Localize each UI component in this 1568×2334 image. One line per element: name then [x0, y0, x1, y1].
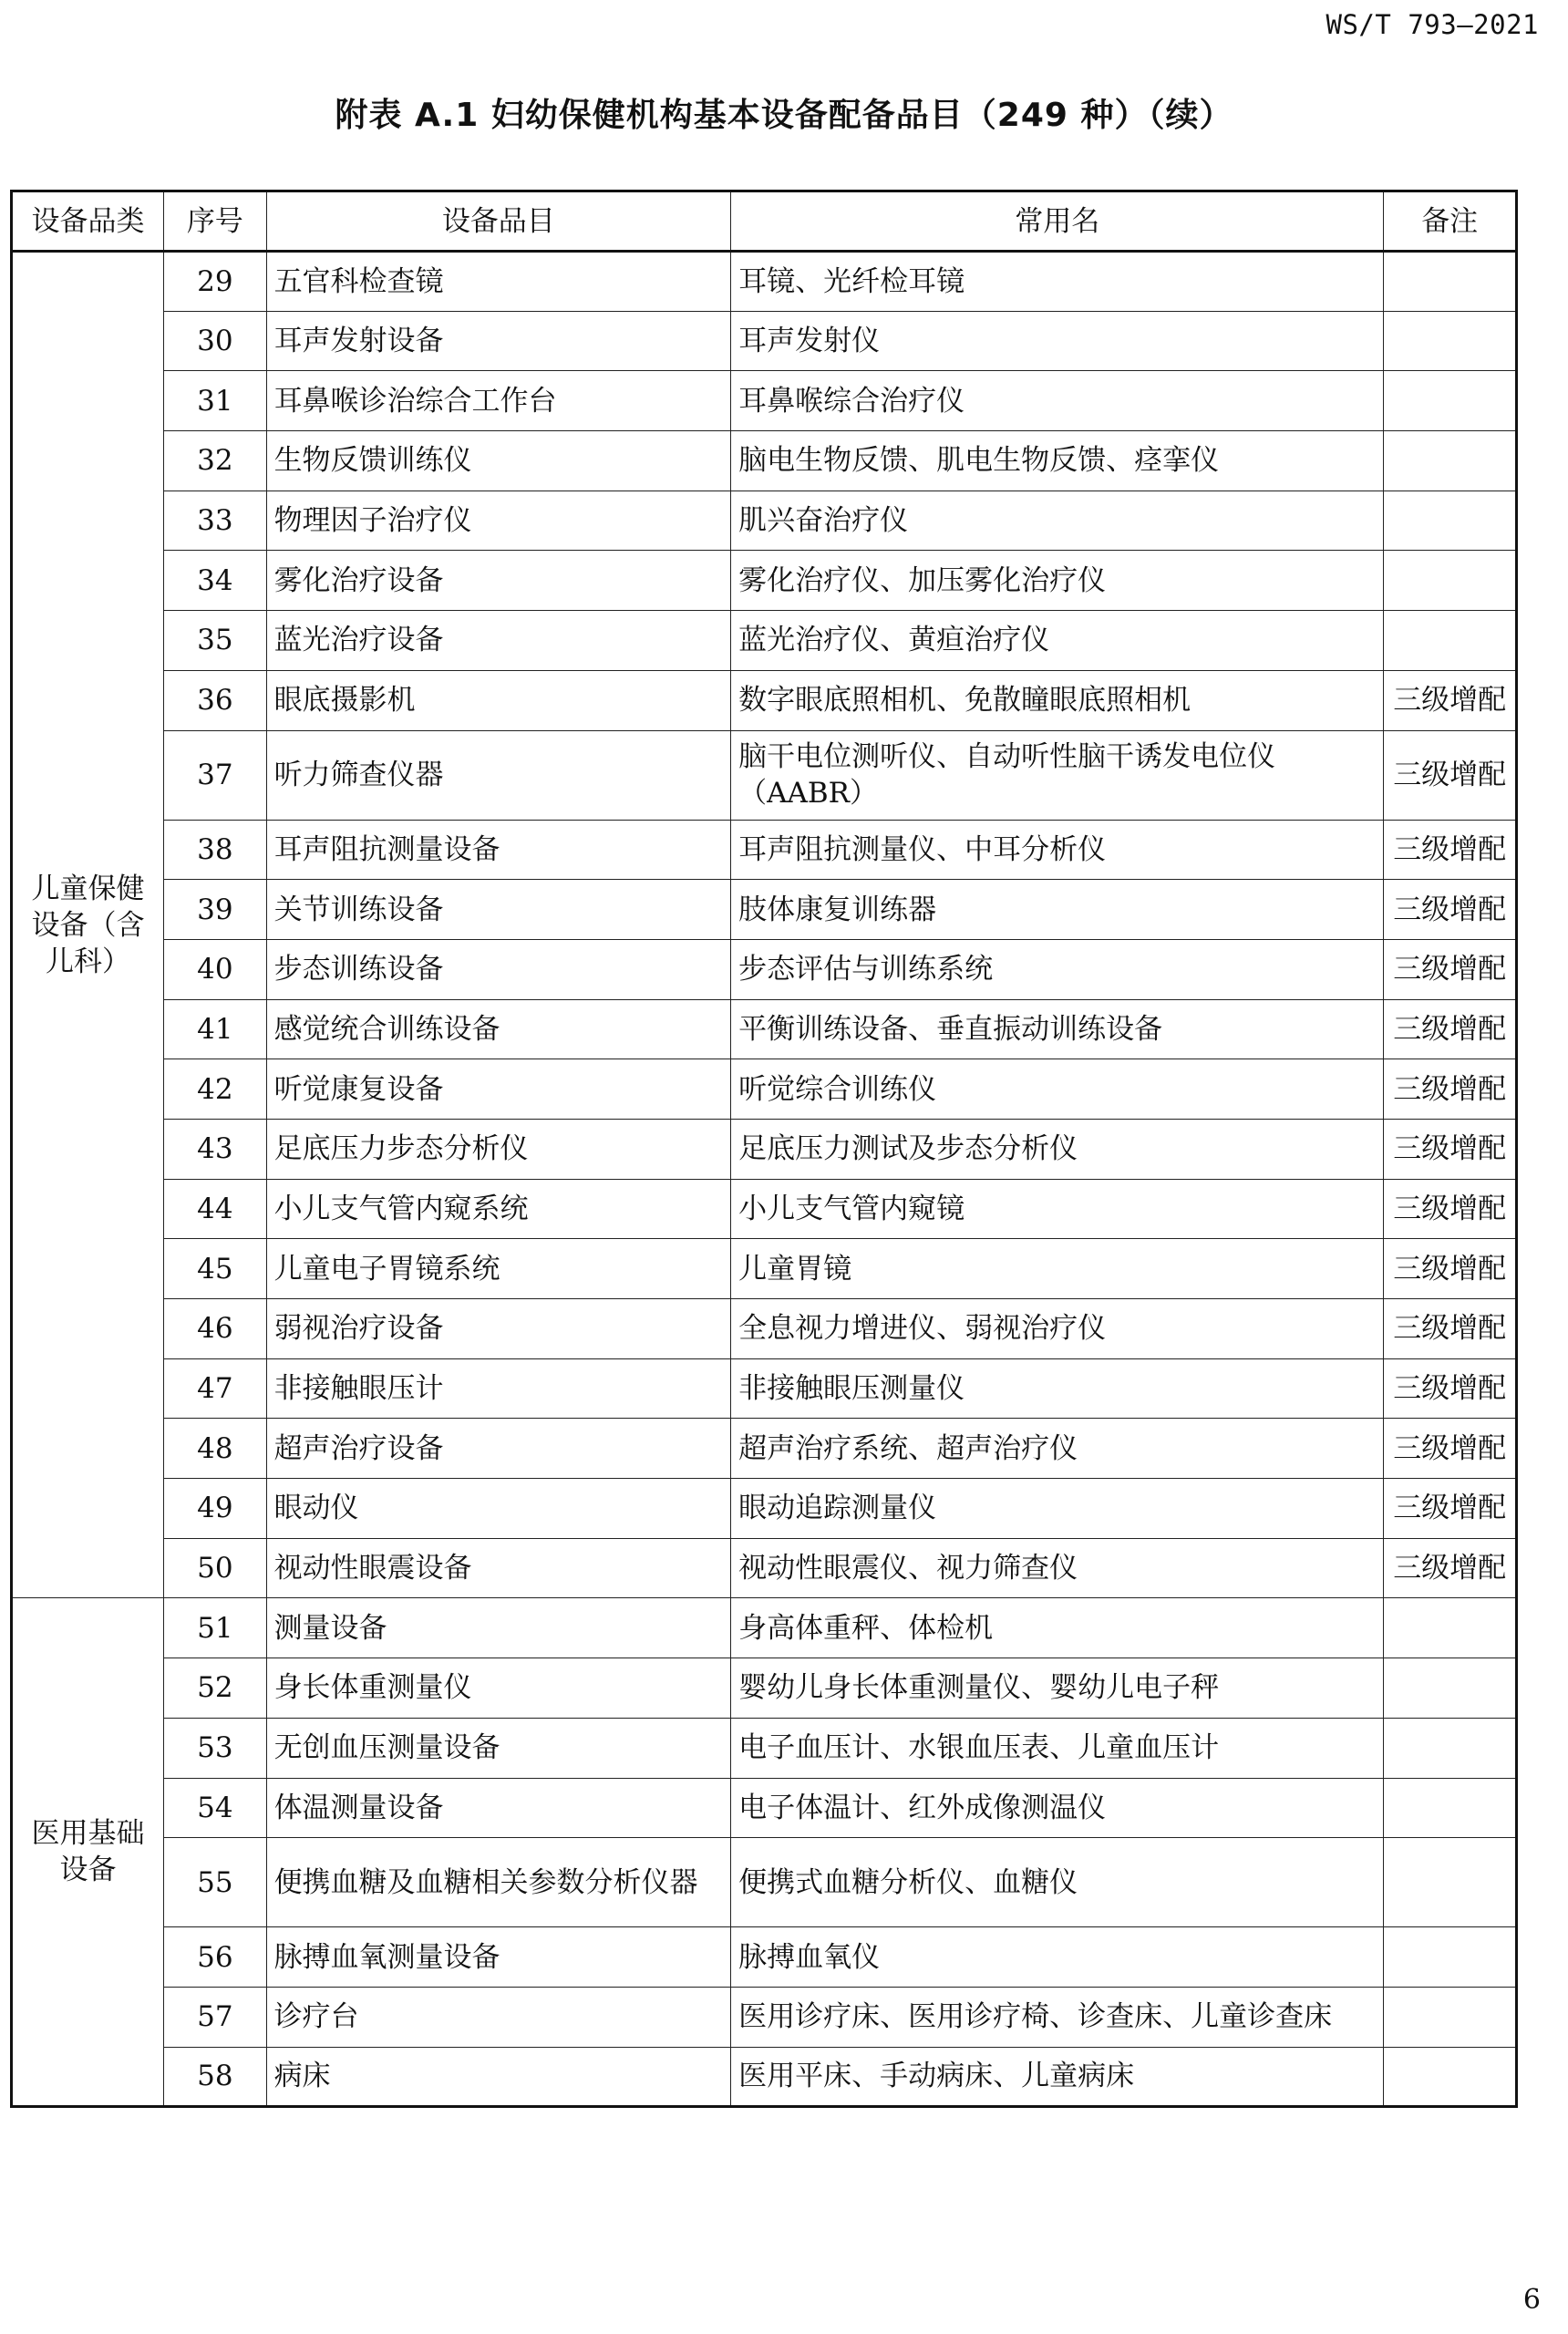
remark-cell: 三级增配 [1384, 1358, 1517, 1419]
remark-cell: 三级增配 [1384, 1119, 1517, 1179]
remark-cell [1384, 551, 1517, 611]
remark-cell [1384, 431, 1517, 491]
common-name-cell: 非接触眼压测量仪 [731, 1358, 1384, 1419]
common-name-cell: 婴幼儿身长体重测量仪、婴幼儿电子秤 [731, 1658, 1384, 1719]
number-cell: 45 [164, 1239, 266, 1299]
table-row [12, 1658, 1517, 1719]
item-cell: 步态训练设备 [266, 939, 731, 999]
item-cell: 物理因子治疗仪 [266, 491, 731, 551]
item-cell: 感觉统合训练设备 [266, 999, 731, 1059]
common-name-cell: 耳镜、光纤检耳镜 [731, 252, 1384, 312]
number-cell: 30 [164, 311, 266, 371]
item-cell: 蓝光治疗设备 [266, 611, 731, 671]
column-header-category: 设备品类 [12, 191, 164, 252]
item-cell: 小儿支气管内窥系统 [266, 1179, 731, 1239]
number-cell: 42 [164, 1059, 266, 1120]
common-name-cell: 脑电生物反馈、肌电生物反馈、痉挛仪 [731, 431, 1384, 491]
common-name-cell: 眼动追踪测量仪 [731, 1479, 1384, 1539]
table-row [12, 1119, 1517, 1179]
number-cell: 57 [164, 1987, 266, 2047]
remark-cell [1384, 311, 1517, 371]
common-name-cell: 脑干电位测听仪、自动听性脑干诱发电位仪（AABR） [731, 730, 1384, 820]
table-row [12, 999, 1517, 1059]
remark-cell: 三级增配 [1384, 1059, 1517, 1120]
item-cell: 超声治疗设备 [266, 1419, 731, 1479]
number-cell: 46 [164, 1299, 266, 1359]
column-header-item: 设备品目 [266, 191, 731, 252]
table-body [12, 252, 1517, 2107]
remark-cell [1384, 252, 1517, 312]
common-name-cell: 蓝光治疗仪、黄疸治疗仪 [731, 611, 1384, 671]
common-name-cell: 平衡训练设备、垂直振动训练设备 [731, 999, 1384, 1059]
number-cell: 44 [164, 1179, 266, 1239]
table-row [12, 491, 1517, 551]
common-name-cell: 听觉综合训练仪 [731, 1059, 1384, 1120]
table-row [12, 1987, 1517, 2047]
number-cell: 39 [164, 880, 266, 940]
page-number: 6 [1522, 2284, 1541, 2316]
remark-cell [1384, 1987, 1517, 2047]
column-header-remark: 备注 [1384, 191, 1517, 252]
remark-cell [1384, 371, 1517, 431]
category-cell: 医用基础设备 [12, 1598, 164, 2107]
number-cell: 47 [164, 1358, 266, 1419]
table-row [12, 730, 1517, 820]
table-row [12, 1838, 1517, 1927]
item-cell: 脉搏血氧测量设备 [266, 1927, 731, 1988]
item-cell: 眼底摄影机 [266, 670, 731, 730]
item-cell: 体温测量设备 [266, 1778, 731, 1838]
table-row [12, 1718, 1517, 1778]
number-cell: 43 [164, 1119, 266, 1179]
table-row [12, 371, 1517, 431]
table-row [12, 1299, 1517, 1359]
remark-cell [1384, 1778, 1517, 1838]
table-row [12, 1598, 1517, 1658]
remark-cell: 三级增配 [1384, 820, 1517, 880]
number-cell: 50 [164, 1538, 266, 1598]
number-cell: 29 [164, 252, 266, 312]
number-cell: 32 [164, 431, 266, 491]
common-name-cell: 肢体康复训练器 [731, 880, 1384, 940]
table-header-row [12, 191, 1517, 252]
table-row [12, 1927, 1517, 1988]
common-name-cell: 脉搏血氧仪 [731, 1927, 1384, 1988]
number-cell: 31 [164, 371, 266, 431]
remark-cell [1384, 1718, 1517, 1778]
remark-cell: 三级增配 [1384, 999, 1517, 1059]
item-cell: 耳鼻喉诊治综合工作台 [266, 371, 731, 431]
common-name-cell: 耳鼻喉综合治疗仪 [731, 371, 1384, 431]
column-header-common-name: 常用名 [731, 191, 1384, 252]
number-cell: 54 [164, 1778, 266, 1838]
number-cell: 55 [164, 1838, 266, 1927]
remark-cell: 三级增配 [1384, 1479, 1517, 1539]
number-cell: 58 [164, 2047, 266, 2107]
equipment-table [10, 190, 1518, 2108]
item-cell: 五官科检查镜 [266, 252, 731, 312]
common-name-cell: 耳声阻抗测量仪、中耳分析仪 [731, 820, 1384, 880]
item-cell: 足底压力步态分析仪 [266, 1119, 731, 1179]
table-row [12, 252, 1517, 312]
common-name-cell: 医用平床、手动病床、儿童病床 [731, 2047, 1384, 2107]
common-name-cell: 超声治疗系统、超声治疗仪 [731, 1419, 1384, 1479]
item-cell: 耳声阻抗测量设备 [266, 820, 731, 880]
remark-cell: 三级增配 [1384, 1299, 1517, 1359]
table-row [12, 1059, 1517, 1120]
common-name-cell: 全息视力增进仪、弱视治疗仪 [731, 1299, 1384, 1359]
item-cell: 无创血压测量设备 [266, 1718, 731, 1778]
common-name-cell: 身高体重秤、体检机 [731, 1598, 1384, 1658]
item-cell: 关节训练设备 [266, 880, 731, 940]
table-row [12, 1778, 1517, 1838]
common-name-cell: 小儿支气管内窥镜 [731, 1179, 1384, 1239]
item-cell: 儿童电子胃镜系统 [266, 1239, 731, 1299]
remark-cell [1384, 1927, 1517, 1988]
remark-cell: 三级增配 [1384, 730, 1517, 820]
number-cell: 34 [164, 551, 266, 611]
table-row [12, 820, 1517, 880]
remark-cell: 三级增配 [1384, 670, 1517, 730]
table-title: 附表 A.1 妇幼保健机构基本设备配备品目（249 种）（续） [335, 97, 1233, 134]
number-cell: 40 [164, 939, 266, 999]
common-name-cell: 耳声发射仪 [731, 311, 1384, 371]
number-cell: 51 [164, 1598, 266, 1658]
common-name-cell: 电子体温计、红外成像测温仪 [731, 1778, 1384, 1838]
common-name-cell: 步态评估与训练系统 [731, 939, 1384, 999]
column-header-number: 序号 [164, 191, 266, 252]
document-id: WS/T 793—2021 [1326, 9, 1539, 40]
item-cell: 弱视治疗设备 [266, 1299, 731, 1359]
item-cell: 非接触眼压计 [266, 1358, 731, 1419]
common-name-cell: 肌兴奋治疗仪 [731, 491, 1384, 551]
number-cell: 52 [164, 1658, 266, 1719]
table-row [12, 1419, 1517, 1479]
remark-cell [1384, 491, 1517, 551]
common-name-cell: 数字眼底照相机、免散瞳眼底照相机 [731, 670, 1384, 730]
number-cell: 33 [164, 491, 266, 551]
table-row [12, 1538, 1517, 1598]
common-name-cell: 电子血压计、水银血压表、儿童血压计 [731, 1718, 1384, 1778]
item-cell: 眼动仪 [266, 1479, 731, 1539]
item-cell: 诊疗台 [266, 1987, 731, 2047]
number-cell: 48 [164, 1419, 266, 1479]
table-row [12, 611, 1517, 671]
item-cell: 便携血糖及血糖相关参数分析仪器 [266, 1838, 731, 1927]
number-cell: 49 [164, 1479, 266, 1539]
table-row [12, 939, 1517, 999]
number-cell: 53 [164, 1718, 266, 1778]
remark-cell [1384, 2047, 1517, 2107]
item-cell: 测量设备 [266, 1598, 731, 1658]
remark-cell [1384, 1598, 1517, 1658]
remark-cell: 三级增配 [1384, 1239, 1517, 1299]
common-name-cell: 医用诊疗床、医用诊疗椅、诊查床、儿童诊查床 [731, 1987, 1384, 2047]
common-name-cell: 便携式血糖分析仪、血糖仪 [731, 1838, 1384, 1927]
common-name-cell: 视动性眼震仪、视力筛查仪 [731, 1538, 1384, 1598]
table-row [12, 1239, 1517, 1299]
category-cell: 儿童保健设备（含儿科） [12, 252, 164, 1598]
table-row [12, 1479, 1517, 1539]
remark-cell [1384, 1658, 1517, 1719]
item-cell: 生物反馈训练仪 [266, 431, 731, 491]
number-cell: 41 [164, 999, 266, 1059]
item-cell: 视动性眼震设备 [266, 1538, 731, 1598]
common-name-cell: 足底压力测试及步态分析仪 [731, 1119, 1384, 1179]
remark-cell [1384, 611, 1517, 671]
common-name-cell: 雾化治疗仪、加压雾化治疗仪 [731, 551, 1384, 611]
item-cell: 身长体重测量仪 [266, 1658, 731, 1719]
item-cell: 听觉康复设备 [266, 1059, 731, 1120]
remark-cell [1384, 1838, 1517, 1927]
number-cell: 36 [164, 670, 266, 730]
number-cell: 56 [164, 1927, 266, 1988]
table-row [12, 311, 1517, 371]
remark-cell: 三级增配 [1384, 1538, 1517, 1598]
remark-cell: 三级增配 [1384, 939, 1517, 999]
table-row [12, 431, 1517, 491]
item-cell: 雾化治疗设备 [266, 551, 731, 611]
table-row [12, 551, 1517, 611]
remark-cell: 三级增配 [1384, 1419, 1517, 1479]
item-cell: 病床 [266, 2047, 731, 2107]
table-row [12, 880, 1517, 940]
number-cell: 38 [164, 820, 266, 880]
number-cell: 35 [164, 611, 266, 671]
remark-cell: 三级增配 [1384, 1179, 1517, 1239]
item-cell: 听力筛查仪器 [266, 730, 731, 820]
common-name-cell: 儿童胃镜 [731, 1239, 1384, 1299]
remark-cell: 三级增配 [1384, 880, 1517, 940]
item-cell: 耳声发射设备 [266, 311, 731, 371]
table-row [12, 670, 1517, 730]
table-row [12, 1358, 1517, 1419]
table-row [12, 2047, 1517, 2107]
number-cell: 37 [164, 730, 266, 820]
table-row [12, 1179, 1517, 1239]
